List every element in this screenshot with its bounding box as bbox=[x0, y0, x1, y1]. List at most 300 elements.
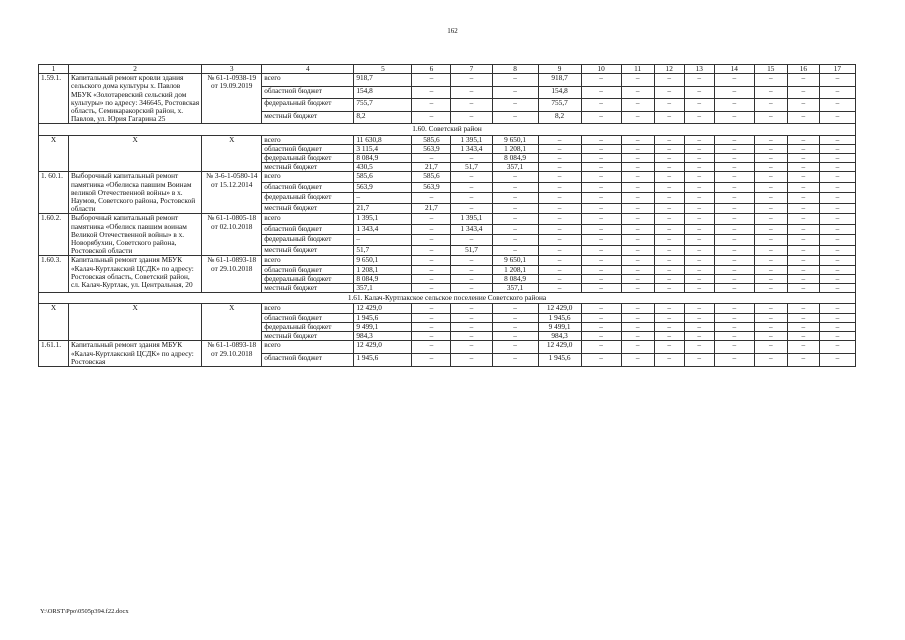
amount-cell: – bbox=[714, 332, 754, 341]
amount-cell: – bbox=[754, 235, 787, 246]
item-number: Х bbox=[39, 135, 69, 172]
amount-cell: – bbox=[654, 341, 684, 354]
amount-cell: 1 208,1 bbox=[354, 265, 412, 274]
amount-cell: – bbox=[492, 224, 538, 235]
amount-cell: – bbox=[787, 203, 819, 214]
page-number: 162 bbox=[447, 27, 458, 35]
amount-cell: 984,3 bbox=[538, 332, 581, 341]
amount-cell: – bbox=[354, 235, 412, 246]
amount-cell: – bbox=[538, 154, 581, 163]
funding-source: областной бюджет bbox=[262, 224, 354, 235]
item-description: Капитальный ремонт здания МБУК «Калач-Куртлакский ЦСДК» по адресу: Ростовская bbox=[69, 341, 202, 367]
amount-cell: 8 084,9 bbox=[354, 154, 412, 163]
amount-cell: – bbox=[412, 86, 451, 99]
amount-cell: – bbox=[819, 135, 855, 144]
amount-cell: – bbox=[581, 274, 621, 283]
amount-cell: – bbox=[581, 193, 621, 204]
amount-cell: – bbox=[819, 214, 855, 225]
amount-cell: – bbox=[654, 182, 684, 193]
amount-cell: – bbox=[714, 304, 754, 313]
table-row bbox=[39, 135, 856, 144]
amount-cell: 8 084,9 bbox=[492, 154, 538, 163]
amount-cell: – bbox=[714, 144, 754, 153]
amount-cell: – bbox=[754, 332, 787, 341]
amount-cell: – bbox=[754, 193, 787, 204]
amount-cell: – bbox=[714, 274, 754, 283]
amount-cell: 1 395,1 bbox=[354, 214, 412, 225]
amount-cell: – bbox=[684, 111, 714, 124]
amount-cell: – bbox=[621, 154, 654, 163]
amount-cell: – bbox=[492, 354, 538, 367]
amount-cell: – bbox=[492, 304, 538, 313]
column-number: 2 bbox=[69, 65, 202, 74]
amount-cell: – bbox=[412, 224, 451, 235]
amount-cell: – bbox=[451, 203, 492, 214]
amount-cell: – bbox=[684, 313, 714, 322]
amount-cell: 918,7 bbox=[354, 74, 412, 87]
amount-cell: – bbox=[654, 245, 684, 256]
amount-cell: – bbox=[684, 86, 714, 99]
amount-cell: – bbox=[492, 245, 538, 256]
amount-cell: – bbox=[787, 265, 819, 274]
amount-cell: – bbox=[412, 111, 451, 124]
amount-cell: 1 208,1 bbox=[492, 144, 538, 153]
amount-cell: – bbox=[492, 214, 538, 225]
amount-cell: – bbox=[654, 265, 684, 274]
amount-cell: – bbox=[754, 144, 787, 153]
amount-cell: – bbox=[621, 193, 654, 204]
amount-cell: – bbox=[787, 193, 819, 204]
funding-source: всего bbox=[262, 214, 354, 225]
amount-cell: – bbox=[684, 332, 714, 341]
amount-cell: – bbox=[714, 256, 754, 265]
amount-cell: – bbox=[492, 235, 538, 246]
amount-cell: 918,7 bbox=[538, 74, 581, 87]
section-title: 1.61. Калач-Куртлакское сельское поселение Советского района bbox=[39, 293, 856, 304]
amount-cell: – bbox=[787, 214, 819, 225]
amount-cell: 12 429,0 bbox=[538, 341, 581, 354]
amount-cell: – bbox=[684, 341, 714, 354]
amount-cell: – bbox=[621, 86, 654, 99]
section-row bbox=[39, 293, 856, 304]
amount-cell: – bbox=[412, 332, 451, 341]
amount-cell: – bbox=[538, 256, 581, 265]
amount-cell: 563,9 bbox=[354, 182, 412, 193]
amount-cell: – bbox=[787, 284, 819, 293]
amount-cell: 430,5 bbox=[354, 163, 412, 172]
amount-cell: – bbox=[492, 193, 538, 204]
amount-cell: – bbox=[684, 193, 714, 204]
amount-cell: – bbox=[819, 193, 855, 204]
column-number: 3 bbox=[202, 65, 262, 74]
amount-cell: – bbox=[538, 182, 581, 193]
amount-cell: – bbox=[492, 203, 538, 214]
column-number: 9 bbox=[538, 65, 581, 74]
amount-cell: – bbox=[412, 74, 451, 87]
amount-cell: – bbox=[538, 203, 581, 214]
amount-cell: – bbox=[714, 322, 754, 331]
amount-cell: – bbox=[621, 265, 654, 274]
amount-cell: – bbox=[714, 203, 754, 214]
amount-cell: – bbox=[492, 341, 538, 354]
column-number: 10 bbox=[581, 65, 621, 74]
item-document: № 61-1-0938-19 от 19.09.2019 bbox=[202, 74, 262, 124]
amount-cell: – bbox=[412, 214, 451, 225]
item-document: Х bbox=[202, 135, 262, 172]
amount-cell: – bbox=[581, 322, 621, 331]
amount-cell: – bbox=[787, 74, 819, 87]
amount-cell: – bbox=[451, 354, 492, 367]
amount-cell: – bbox=[451, 284, 492, 293]
amount-cell: – bbox=[714, 74, 754, 87]
amount-cell: – bbox=[654, 135, 684, 144]
item-description: Х bbox=[69, 304, 202, 341]
funding-source: местный бюджет bbox=[262, 332, 354, 341]
amount-cell: – bbox=[684, 304, 714, 313]
amount-cell: 1 395,1 bbox=[451, 214, 492, 225]
funding-source: областной бюджет bbox=[262, 313, 354, 322]
amount-cell: – bbox=[684, 265, 714, 274]
amount-cell: – bbox=[492, 313, 538, 322]
amount-cell: – bbox=[819, 341, 855, 354]
amount-cell: – bbox=[412, 274, 451, 283]
amount-cell: – bbox=[819, 354, 855, 367]
amount-cell: – bbox=[819, 154, 855, 163]
amount-cell: – bbox=[787, 245, 819, 256]
table-row bbox=[39, 74, 856, 87]
amount-cell: – bbox=[654, 256, 684, 265]
amount-cell: 984,3 bbox=[354, 332, 412, 341]
amount-cell: 755,7 bbox=[354, 99, 412, 112]
amount-cell: – bbox=[451, 86, 492, 99]
amount-cell: – bbox=[684, 203, 714, 214]
amount-cell: – bbox=[492, 172, 538, 183]
amount-cell: – bbox=[754, 322, 787, 331]
item-description: Х bbox=[69, 135, 202, 172]
amount-cell: – bbox=[819, 111, 855, 124]
amount-cell: 51,7 bbox=[451, 245, 492, 256]
funding-source: всего bbox=[262, 135, 354, 144]
amount-cell: – bbox=[754, 313, 787, 322]
amount-cell: – bbox=[754, 111, 787, 124]
amount-cell: – bbox=[621, 135, 654, 144]
amount-cell: – bbox=[538, 274, 581, 283]
amount-cell: – bbox=[412, 265, 451, 274]
amount-cell: – bbox=[787, 111, 819, 124]
amount-cell: – bbox=[621, 245, 654, 256]
amount-cell: 563,9 bbox=[412, 182, 451, 193]
amount-cell: – bbox=[684, 182, 714, 193]
amount-cell: – bbox=[654, 304, 684, 313]
amount-cell: 1 343,4 bbox=[354, 224, 412, 235]
amount-cell: – bbox=[819, 172, 855, 183]
amount-cell: – bbox=[581, 111, 621, 124]
amount-cell: – bbox=[754, 86, 787, 99]
amount-cell: – bbox=[538, 172, 581, 183]
amount-cell: – bbox=[684, 74, 714, 87]
amount-cell: 357,1 bbox=[492, 163, 538, 172]
amount-cell: – bbox=[787, 182, 819, 193]
amount-cell: – bbox=[754, 154, 787, 163]
amount-cell: – bbox=[819, 163, 855, 172]
amount-cell: – bbox=[451, 322, 492, 331]
amount-cell: – bbox=[581, 214, 621, 225]
amount-cell: – bbox=[581, 99, 621, 112]
amount-cell: – bbox=[451, 341, 492, 354]
amount-cell: – bbox=[754, 341, 787, 354]
amount-cell: 1 945,6 bbox=[354, 354, 412, 367]
amount-cell: – bbox=[684, 99, 714, 112]
amount-cell: – bbox=[819, 99, 855, 112]
amount-cell: – bbox=[654, 99, 684, 112]
amount-cell: – bbox=[819, 322, 855, 331]
amount-cell: 51,7 bbox=[451, 163, 492, 172]
amount-cell: – bbox=[581, 172, 621, 183]
amount-cell: – bbox=[621, 322, 654, 331]
amount-cell: 357,1 bbox=[354, 284, 412, 293]
amount-cell: – bbox=[581, 245, 621, 256]
amount-cell: – bbox=[581, 163, 621, 172]
amount-cell: – bbox=[714, 99, 754, 112]
amount-cell: – bbox=[451, 193, 492, 204]
amount-cell: – bbox=[621, 144, 654, 153]
amount-cell: – bbox=[492, 182, 538, 193]
amount-cell: – bbox=[684, 284, 714, 293]
amount-cell: – bbox=[684, 214, 714, 225]
amount-cell: – bbox=[654, 274, 684, 283]
amount-cell: 357,1 bbox=[492, 284, 538, 293]
amount-cell: – bbox=[621, 313, 654, 322]
amount-cell: – bbox=[581, 313, 621, 322]
amount-cell: – bbox=[538, 235, 581, 246]
amount-cell: – bbox=[714, 235, 754, 246]
item-description: Капитальный ремонт кровли здания сельского дома культуры х. Павлов МБУК «Золотаревский сельский дом культуры» по адресу: 346645, Ростовская область, Семикаракорский район, х. Павлов, ул. Юрия Гагарина 25 bbox=[69, 74, 202, 124]
amount-cell: 51,7 bbox=[354, 245, 412, 256]
column-number: 5 bbox=[354, 65, 412, 74]
amount-cell: – bbox=[684, 224, 714, 235]
amount-cell: – bbox=[581, 284, 621, 293]
funding-source: областной бюджет bbox=[262, 354, 354, 367]
amount-cell: – bbox=[581, 86, 621, 99]
funding-source: федеральный бюджет bbox=[262, 154, 354, 163]
amount-cell: – bbox=[621, 74, 654, 87]
amount-cell: – bbox=[621, 224, 654, 235]
amount-cell: – bbox=[412, 245, 451, 256]
amount-cell: – bbox=[684, 135, 714, 144]
column-number: 16 bbox=[787, 65, 819, 74]
amount-cell: – bbox=[621, 341, 654, 354]
amount-cell: – bbox=[492, 322, 538, 331]
amount-cell: – bbox=[754, 274, 787, 283]
amount-cell: – bbox=[581, 235, 621, 246]
amount-cell: 563,9 bbox=[412, 144, 451, 153]
item-description: Выборочный капитальный ремонт памятника «Обелиск павшим воинам Великой Отечественной войны» в х. Новорябухин, Советского района, Ростовской области bbox=[69, 214, 202, 256]
amount-cell: – bbox=[621, 284, 654, 293]
amount-cell: – bbox=[819, 313, 855, 322]
amount-cell: – bbox=[714, 163, 754, 172]
amount-cell: – bbox=[451, 274, 492, 283]
amount-cell: – bbox=[654, 332, 684, 341]
amount-cell: – bbox=[451, 256, 492, 265]
amount-cell: – bbox=[412, 304, 451, 313]
amount-cell: – bbox=[654, 193, 684, 204]
amount-cell: – bbox=[787, 256, 819, 265]
table-row bbox=[39, 214, 856, 225]
amount-cell: 1 395,1 bbox=[451, 135, 492, 144]
amount-cell: – bbox=[787, 154, 819, 163]
amount-cell: – bbox=[581, 341, 621, 354]
item-number: 1.60.3. bbox=[39, 256, 69, 293]
column-number: 4 bbox=[262, 65, 354, 74]
amount-cell: – bbox=[714, 111, 754, 124]
table-row bbox=[39, 341, 856, 354]
amount-cell: – bbox=[754, 265, 787, 274]
funding-source: всего bbox=[262, 304, 354, 313]
amount-cell: – bbox=[787, 354, 819, 367]
amount-cell: – bbox=[787, 304, 819, 313]
amount-cell: 9 499,1 bbox=[538, 322, 581, 331]
item-number: 1. 60.1. bbox=[39, 172, 69, 214]
amount-cell: – bbox=[754, 304, 787, 313]
amount-cell: – bbox=[787, 224, 819, 235]
amount-cell: – bbox=[451, 332, 492, 341]
amount-cell: – bbox=[714, 354, 754, 367]
amount-cell: 1 343,4 bbox=[451, 224, 492, 235]
amount-cell: – bbox=[621, 182, 654, 193]
funding-source: федеральный бюджет bbox=[262, 322, 354, 331]
amount-cell: – bbox=[621, 274, 654, 283]
amount-cell: 154,8 bbox=[538, 86, 581, 99]
amount-cell: – bbox=[538, 265, 581, 274]
amount-cell: – bbox=[787, 172, 819, 183]
amount-cell: – bbox=[621, 163, 654, 172]
funding-source: всего bbox=[262, 172, 354, 183]
amount-cell: – bbox=[654, 354, 684, 367]
amount-cell: – bbox=[492, 74, 538, 87]
amount-cell: – bbox=[754, 163, 787, 172]
amount-cell: – bbox=[819, 284, 855, 293]
amount-cell: – bbox=[538, 135, 581, 144]
amount-cell: – bbox=[451, 111, 492, 124]
amount-cell: – bbox=[787, 86, 819, 99]
amount-cell: – bbox=[754, 203, 787, 214]
amount-cell: 1 945,6 bbox=[538, 354, 581, 367]
amount-cell: – bbox=[714, 193, 754, 204]
table-row bbox=[39, 304, 856, 313]
column-number: 12 bbox=[654, 65, 684, 74]
amount-cell: – bbox=[654, 284, 684, 293]
column-number: 8 bbox=[492, 65, 538, 74]
funding-source: местный бюджет bbox=[262, 111, 354, 124]
amount-cell: – bbox=[714, 214, 754, 225]
amount-cell: 21,7 bbox=[412, 163, 451, 172]
amount-cell: – bbox=[621, 111, 654, 124]
amount-cell: – bbox=[754, 135, 787, 144]
amount-cell: 8 084,9 bbox=[354, 274, 412, 283]
amount-cell: – bbox=[684, 274, 714, 283]
amount-cell: – bbox=[412, 284, 451, 293]
amount-cell: – bbox=[684, 163, 714, 172]
amount-cell: – bbox=[538, 245, 581, 256]
amount-cell: – bbox=[621, 214, 654, 225]
amount-cell: – bbox=[621, 256, 654, 265]
amount-cell: – bbox=[621, 172, 654, 183]
table-body bbox=[39, 65, 856, 367]
amount-cell: – bbox=[581, 144, 621, 153]
column-number: 17 bbox=[819, 65, 855, 74]
amount-cell: – bbox=[581, 265, 621, 274]
amount-cell: – bbox=[581, 135, 621, 144]
funding-source: местный бюджет bbox=[262, 203, 354, 214]
funding-source: областной бюджет bbox=[262, 86, 354, 99]
amount-cell: – bbox=[819, 332, 855, 341]
amount-cell: – bbox=[451, 154, 492, 163]
amount-cell: – bbox=[412, 313, 451, 322]
column-number: 7 bbox=[451, 65, 492, 74]
amount-cell: – bbox=[819, 256, 855, 265]
item-number: Х bbox=[39, 304, 69, 341]
amount-cell: – bbox=[581, 354, 621, 367]
funding-source: всего bbox=[262, 341, 354, 354]
amount-cell: 8 084,9 bbox=[492, 274, 538, 283]
amount-cell: 8,2 bbox=[538, 111, 581, 124]
amount-cell: – bbox=[787, 274, 819, 283]
amount-cell: – bbox=[621, 332, 654, 341]
amount-cell: – bbox=[581, 154, 621, 163]
amount-cell: – bbox=[819, 235, 855, 246]
amount-cell: – bbox=[451, 265, 492, 274]
column-number: 11 bbox=[621, 65, 654, 74]
amount-cell: – bbox=[754, 284, 787, 293]
amount-cell: – bbox=[451, 313, 492, 322]
amount-cell: 1 945,6 bbox=[354, 313, 412, 322]
funding-source: областной бюджет bbox=[262, 144, 354, 153]
funding-source: местный бюджет bbox=[262, 284, 354, 293]
amount-cell: 755,7 bbox=[538, 99, 581, 112]
amount-cell: 21,7 bbox=[354, 203, 412, 214]
amount-cell: 585,6 bbox=[354, 172, 412, 183]
column-number: 6 bbox=[412, 65, 451, 74]
amount-cell: – bbox=[654, 224, 684, 235]
amount-cell: – bbox=[819, 304, 855, 313]
amount-cell: – bbox=[714, 182, 754, 193]
amount-cell: – bbox=[754, 245, 787, 256]
amount-cell: – bbox=[412, 341, 451, 354]
amount-cell: – bbox=[754, 354, 787, 367]
table-row bbox=[39, 256, 856, 265]
amount-cell: – bbox=[581, 224, 621, 235]
funding-source: федеральный бюджет bbox=[262, 235, 354, 246]
amount-cell: – bbox=[451, 235, 492, 246]
amount-cell: – bbox=[451, 304, 492, 313]
amount-cell: – bbox=[492, 111, 538, 124]
amount-cell: – bbox=[412, 322, 451, 331]
amount-cell: – bbox=[621, 99, 654, 112]
item-document: № 61-1-0893-18 от 29.10.2018 bbox=[202, 341, 262, 367]
amount-cell: – bbox=[684, 144, 714, 153]
amount-cell: – bbox=[819, 245, 855, 256]
funding-source: местный бюджет bbox=[262, 163, 354, 172]
amount-cell: – bbox=[684, 154, 714, 163]
amount-cell: 11 630,8 bbox=[354, 135, 412, 144]
amount-cell: – bbox=[819, 74, 855, 87]
amount-cell: – bbox=[684, 245, 714, 256]
column-number: 14 bbox=[714, 65, 754, 74]
amount-cell: – bbox=[412, 154, 451, 163]
amount-cell: – bbox=[654, 111, 684, 124]
column-number-row bbox=[39, 65, 856, 74]
amount-cell: – bbox=[538, 284, 581, 293]
